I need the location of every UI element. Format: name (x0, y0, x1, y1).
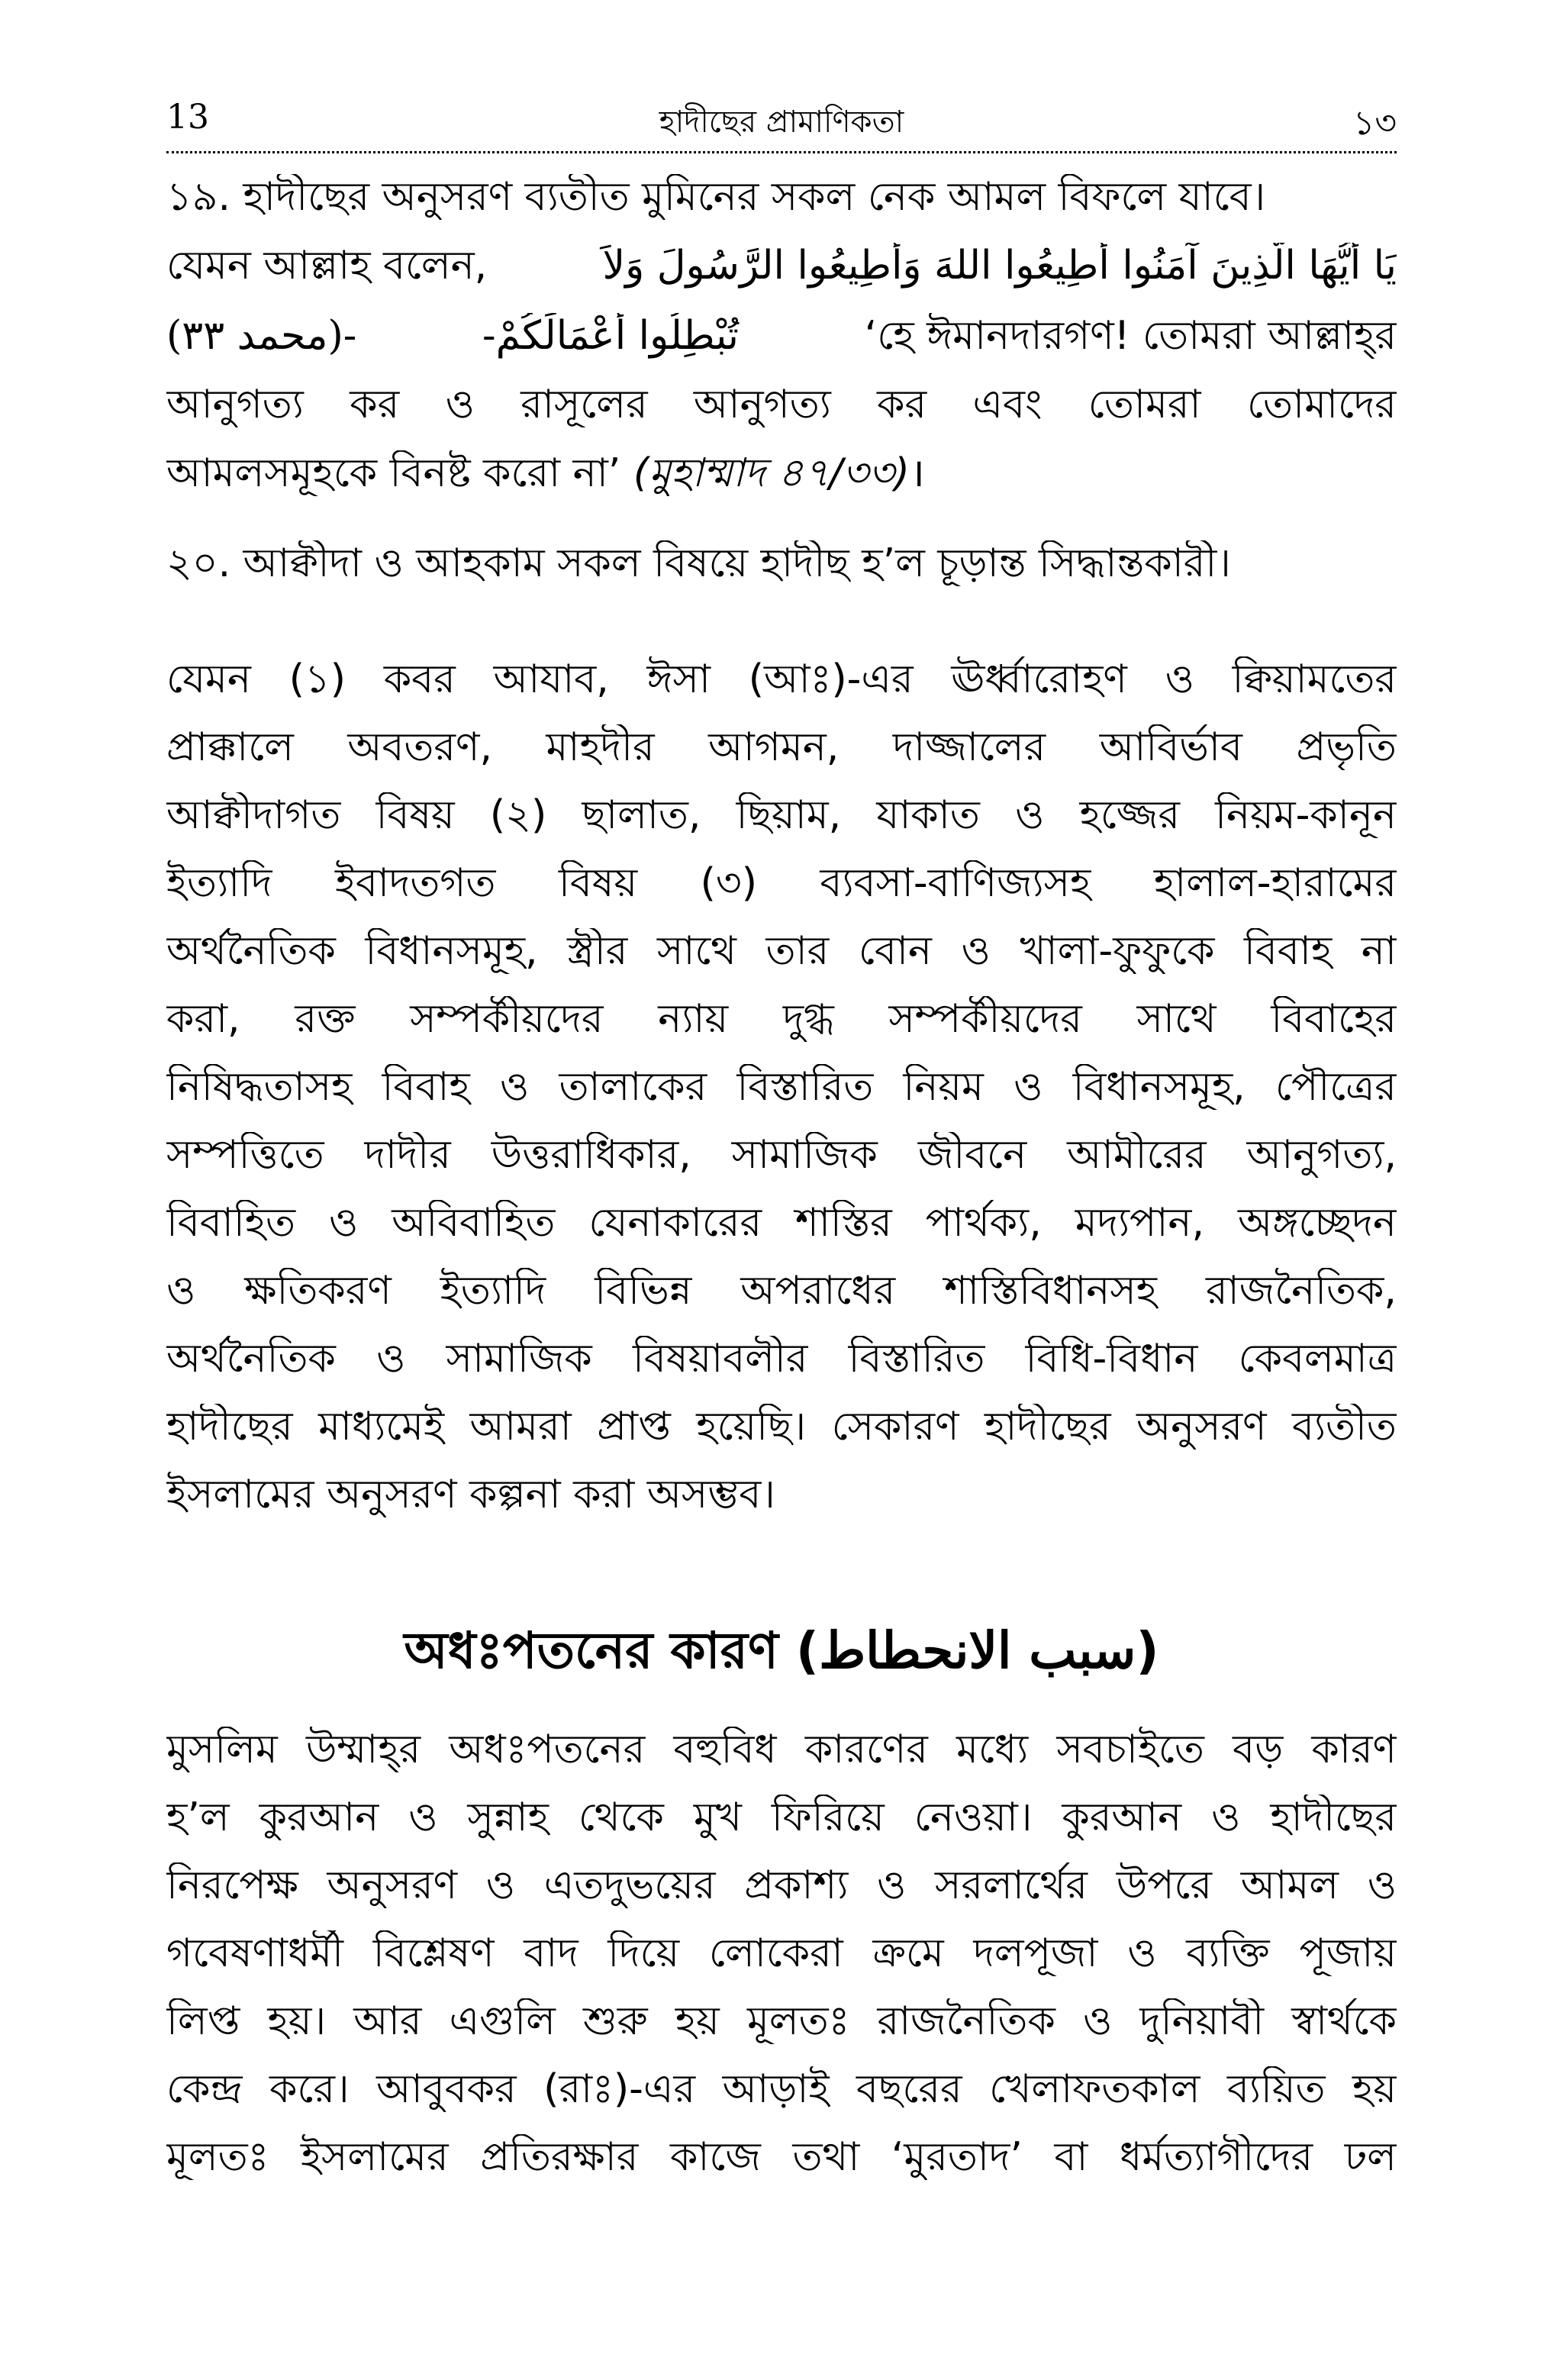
line-text (166, 1336, 1397, 1382)
heading-paren-close: ) (1136, 1621, 1159, 1680)
word: ও (376, 1336, 406, 1382)
word: হয়েছি। (696, 1404, 807, 1450)
word: না (1361, 928, 1397, 974)
word: ফিরিয়ে (771, 1795, 885, 1840)
word: নিষিদ্ধতাসহ (166, 1064, 353, 1110)
word: (রাঃ)-এর (543, 2066, 696, 2112)
word: তালাকের (559, 1064, 707, 1110)
word: হ’ল (166, 1795, 230, 1840)
translation-text (166, 382, 1397, 427)
word: স্বার্থকে (1291, 1998, 1397, 2044)
word: তোমরা (1088, 382, 1201, 427)
heading-paren-open: ( (795, 1621, 820, 1680)
word: ক্ষতিকরণ (244, 1268, 392, 1314)
word: বছরের (856, 2066, 962, 2112)
word: খেলাফতকাল (989, 2066, 1200, 2112)
word: উত্তরাধিকার, (491, 1132, 691, 1178)
word: ও (1082, 1998, 1113, 2044)
paragraph-line (166, 1064, 1397, 1110)
word: এতদুভয়ের (543, 1862, 716, 1908)
line-text (166, 1132, 1397, 1178)
word: মূলতঃ (746, 1998, 850, 2044)
line-text (166, 792, 1397, 838)
word: অবতরণ, (347, 724, 492, 770)
word: সেকারণ (831, 1404, 959, 1450)
word: কাজে (669, 2134, 761, 2180)
word: (আঃ)-এর (748, 656, 914, 702)
word: বা (1054, 2134, 1088, 2180)
heading-arabic: سبب الانحطاط (819, 1621, 1136, 1680)
word: দাজ্জালের (892, 724, 1046, 770)
word: ইসলামের (301, 2134, 449, 2180)
paragraph-line (166, 2134, 1397, 2180)
paragraph-line (166, 656, 1397, 702)
word: লিপ্ত (166, 1998, 240, 2044)
word: ও (166, 1268, 196, 1314)
word: যেনাকারের (588, 1200, 762, 1246)
line-text (166, 1930, 1397, 1976)
word: অনুসরণ (1136, 1404, 1267, 1450)
word: ঢল (1344, 2134, 1397, 2180)
word: কর (350, 382, 400, 427)
word: শাস্তির (795, 1200, 892, 1246)
word: ও (408, 1795, 438, 1840)
word: ও (329, 1200, 359, 1246)
word: ইবাদতগত (334, 860, 496, 906)
word: করা, (166, 996, 240, 1042)
word: হাদীছের (1270, 1795, 1397, 1840)
word: ও (485, 1862, 516, 1908)
line-text (166, 928, 1397, 974)
word: ক্বিয়ামতের (1232, 656, 1397, 702)
word: মদ্যপান, (1075, 1200, 1204, 1246)
word: শাস্তিবিধানসহ (944, 1268, 1157, 1314)
word: প্রতিরক্ষার (480, 2134, 639, 2180)
word: তথা (792, 2134, 860, 2180)
arabic-verse-part-1: يَا أَيُّهَا الَّذِينَ آمَنُوا أَطِيعُوا اللهَ وَأَطِيعُوا الرَّسُولَ وَلاَ (602, 243, 1397, 289)
word: হয় (675, 1998, 720, 2044)
word: তোমাদের (1246, 382, 1397, 427)
word: নিয়ম-কানূন (1215, 792, 1397, 838)
word: এবং (972, 382, 1043, 427)
word: যাকাত (876, 792, 980, 838)
word: হয় (1352, 2066, 1397, 2112)
word: ইত্যাদি (440, 1268, 546, 1314)
word: বিধানসমূহ, (365, 928, 538, 974)
running-title: হাদীছের প্রামাণিকতা (659, 105, 904, 140)
word: প্রাপ্ত (597, 1404, 671, 1450)
word: অঙ্গচ্ছেদন (1237, 1200, 1397, 1246)
word: আড়াই (722, 2066, 830, 2112)
word: কুরআন (1062, 1795, 1182, 1840)
word: সাথে (1136, 996, 1217, 1042)
word: অধঃপতনের (449, 1727, 646, 1772)
word: আমল (1240, 1862, 1339, 1908)
word: স্ত্রীর (567, 928, 628, 974)
line-text: ইসলামের অনুসরণ কল্পনা করা অসম্ভব। (166, 1472, 775, 1517)
word: প্রকাশ্য (744, 1862, 849, 1908)
word: আমরা (469, 1404, 572, 1450)
word: সাথে (656, 928, 736, 974)
word: হালাল-হারামের (1153, 860, 1397, 906)
word: ন্যায় (658, 996, 729, 1042)
quote-intro: যেমন আল্লাহ বলেন, (166, 243, 488, 289)
word: রাজনৈতিক, (1206, 1268, 1397, 1314)
word: বোন (858, 928, 932, 974)
word: সামাজিক (731, 1132, 878, 1178)
word: (২) (489, 792, 547, 838)
word: নেওয়া। (914, 1795, 1033, 1840)
word: কবর (383, 656, 456, 702)
line-text (166, 1795, 1397, 1840)
word: বিবাহের (1271, 996, 1397, 1042)
translation-end-line (166, 450, 1397, 496)
word: ও (961, 928, 991, 974)
word: দুগ্ধ (782, 996, 834, 1042)
word: আগমন, (708, 724, 840, 770)
word: বড় (1233, 1727, 1284, 1772)
running-header (166, 90, 1397, 153)
word: বিবাহিত (166, 1200, 296, 1246)
word: সামাজিক (446, 1336, 592, 1382)
word: আনুগত্য, (1246, 1132, 1397, 1178)
paragraph-line (166, 1268, 1397, 1314)
word: করে। (269, 2066, 350, 2112)
paragraph-line (166, 792, 1397, 838)
word: পার্থক্য, (925, 1200, 1042, 1246)
word: সবচাইতে (1056, 1727, 1204, 1772)
word: বহুবিধ (673, 1727, 777, 1772)
word: অর্থনৈতিক (166, 928, 336, 974)
word: ঈসা (646, 656, 711, 702)
word: যেমন (166, 656, 251, 702)
line-text (166, 1200, 1397, 1246)
word: উপরে (1116, 1862, 1212, 1908)
page-number-bengali: ১৩ (1352, 104, 1397, 143)
paragraph-line (166, 1862, 1397, 1908)
word: অনুসরণ (327, 1862, 458, 1908)
line-text (166, 2066, 1397, 2112)
word: আবুবকর (376, 2066, 517, 2112)
word: বিষয়াবলীর (633, 1336, 808, 1382)
page-number-latin: 13 (166, 98, 209, 137)
word: অর্থনৈতিক (166, 1336, 336, 1382)
word: উম্মাহ্‌র (306, 1727, 421, 1772)
word: (৩) (700, 860, 757, 906)
line-text (166, 1064, 1397, 1110)
word: হাদীছের (985, 1404, 1111, 1450)
word: ক্রমে (872, 1930, 944, 1976)
word: দিয়ে (607, 1930, 680, 1976)
word: মূলতঃ (166, 2134, 269, 2180)
line-text (166, 860, 1397, 906)
word: ও (445, 382, 475, 427)
section-19-quote-line (166, 243, 1397, 289)
word: ও (1015, 792, 1045, 838)
paragraph-line (166, 1200, 1397, 1246)
translation-start: ‘হে ঈমানদারগণ! তোমরা আল্লাহ্‌র (864, 313, 1397, 359)
paragraph-line (166, 2066, 1397, 2112)
section-heading (166, 1620, 1397, 1682)
word: গবেষণাধর্মী (166, 1930, 344, 1976)
word: ও (499, 1064, 530, 1110)
word: আক্বীদাগত (166, 792, 341, 838)
paragraph-line (166, 1472, 1397, 1517)
line-text (166, 1268, 1397, 1314)
word: আনুগত্য (166, 382, 304, 427)
word: থেকে (578, 1795, 664, 1840)
word: ও (877, 1862, 907, 1908)
word: সম্পর্কীয়দের (888, 996, 1082, 1042)
word: প্রভৃতি (1296, 724, 1397, 770)
word: বিস্তারিত (736, 1064, 874, 1110)
heading-bengali: অধঃপতনের কারণ (404, 1621, 778, 1680)
paragraph-line (166, 724, 1397, 770)
paragraph-line (166, 1930, 1397, 1976)
line-text (166, 996, 1397, 1042)
paragraph-line (166, 928, 1397, 974)
word: সম্পত্তিতে (166, 1132, 324, 1178)
word: বিবাহ (1244, 928, 1333, 974)
translation-line (166, 382, 1397, 427)
paragraph-line (166, 1795, 1397, 1840)
word: কর (877, 382, 927, 427)
word: পূজায় (1299, 1930, 1397, 1976)
paragraph-line (166, 1998, 1397, 2044)
word: কারণের (804, 1727, 928, 1772)
word: ও (1165, 656, 1194, 702)
word: খালা-ফুফুকে (1020, 928, 1215, 974)
translation-end: আমলসমূহকে বিনষ্ট করো না’ (166, 450, 621, 496)
paragraph-line (166, 860, 1397, 906)
word: কুরআন (259, 1795, 379, 1840)
verse-reference-arabic: -(محمد ٣٣) (166, 313, 357, 359)
word: তার (765, 928, 830, 974)
paragraph-line (166, 1404, 1397, 1450)
word: বিধানসমূহ, (1072, 1064, 1246, 1110)
word: মাহদীর (546, 724, 655, 770)
paragraph-line (166, 1336, 1397, 1382)
word: মাধ্যমেই (318, 1404, 445, 1450)
word: হাদীছের (166, 1404, 293, 1450)
word: হয়। (267, 1998, 327, 2044)
line-text (166, 1862, 1397, 1908)
paragraph-line (166, 1727, 1397, 1772)
paragraph-line (166, 1132, 1397, 1178)
word: মুসলিম (166, 1727, 278, 1772)
word: প্রাক্কালে (166, 724, 294, 770)
word: কারণ (1311, 1727, 1397, 1772)
word: লোকেরা (708, 1930, 843, 1976)
word: বিষয় (558, 860, 638, 906)
word: আনুগত্য (693, 382, 831, 427)
line-text (166, 1727, 1397, 1772)
word: রাসূলের (520, 382, 648, 427)
word: ইত্যাদি (166, 860, 272, 906)
word: ব্যয়িত (1226, 2066, 1326, 2112)
word: ধর্মত্যাগীদের (1120, 2134, 1313, 2180)
word: রাজনৈতিক (877, 1998, 1055, 2044)
word: আযাব, (493, 656, 609, 702)
word: সুন্নাহ (467, 1795, 549, 1840)
word: আবির্ভাব (1099, 724, 1242, 770)
word: বিভিন্ন (595, 1268, 692, 1314)
word: বিবাহ (382, 1064, 470, 1110)
word: দাদীর (364, 1132, 451, 1178)
word: বিশ্লেষণ (372, 1930, 495, 1976)
word: মধ্যে (956, 1727, 1029, 1772)
arabic-verse-part-2: تُبْطِلُوا أَعْمَالَكُمْ- (482, 313, 740, 359)
word: জীবনে (917, 1132, 1027, 1178)
word: অপরাধের (740, 1268, 896, 1314)
word: সম্পর্কীয়দের (410, 996, 604, 1042)
word: ব্যতীত (1292, 1404, 1397, 1450)
word: অবিবাহিত (392, 1200, 556, 1246)
word: বিস্তারিত (848, 1336, 985, 1382)
word: (১) (288, 656, 346, 702)
word: বাদ (524, 1930, 578, 1976)
word: দলপূজা (973, 1930, 1098, 1976)
line-text (166, 656, 1397, 702)
verse-reference: (মুহাম্মাদ ৪৭/৩৩) (633, 450, 910, 496)
word: দুনিয়াবী (1139, 1998, 1265, 2044)
word: ঊর্ধ্বারোহণ (951, 656, 1127, 702)
word: ছিয়াম, (736, 792, 842, 838)
line-text (166, 1404, 1397, 1450)
word: পৌত্রের (1275, 1064, 1397, 1110)
word: এগুলি (449, 1998, 556, 2044)
word: মুখ (693, 1795, 742, 1840)
paragraph-line (166, 996, 1397, 1042)
line-text (166, 1998, 1397, 2044)
word: শুরু (583, 1998, 648, 2044)
word: ছালাত, (582, 792, 701, 838)
word: কেবলমাত্র (1238, 1336, 1397, 1382)
word: বিষয় (375, 792, 455, 838)
word: আমীরের (1067, 1132, 1207, 1178)
word: ‘মুরতাদ’ (891, 2134, 1023, 2180)
word: আর (353, 1998, 422, 2044)
section-20-heading: ২০. আক্বীদা ও আহকাম সকল বিষয়ে হাদীছ হ’ল চূড়ান্ত সিদ্ধান্তকারী। (166, 540, 1231, 586)
word: বিধি-বিধান (1025, 1336, 1198, 1382)
word: কেন্দ্র (166, 2066, 243, 2112)
word: রক্ত (295, 996, 356, 1042)
word: ও (1211, 1795, 1241, 1840)
word: হজ্জের (1079, 792, 1180, 838)
word: ও (1367, 1862, 1397, 1908)
word: ব্যবসা-বাণিজ্যসহ (820, 860, 1091, 906)
section-19-verse-line (166, 313, 1397, 359)
word: ব্যক্তি (1186, 1930, 1270, 1976)
word: নিয়ম (903, 1064, 984, 1110)
word: ও (1127, 1930, 1157, 1976)
sentence-end: । (909, 450, 925, 496)
section-19-heading: ১৯. হাদীছের অনুসরণ ব্যতীত মুমিনের সকল নেক আমল বিফলে যাবে। (166, 174, 1266, 220)
word: সরলার্থের (935, 1862, 1088, 1908)
line-text (166, 2134, 1397, 2180)
word: নিরপেক্ষ (166, 1862, 298, 1908)
word: ও (1014, 1064, 1043, 1110)
line-text (166, 724, 1397, 770)
